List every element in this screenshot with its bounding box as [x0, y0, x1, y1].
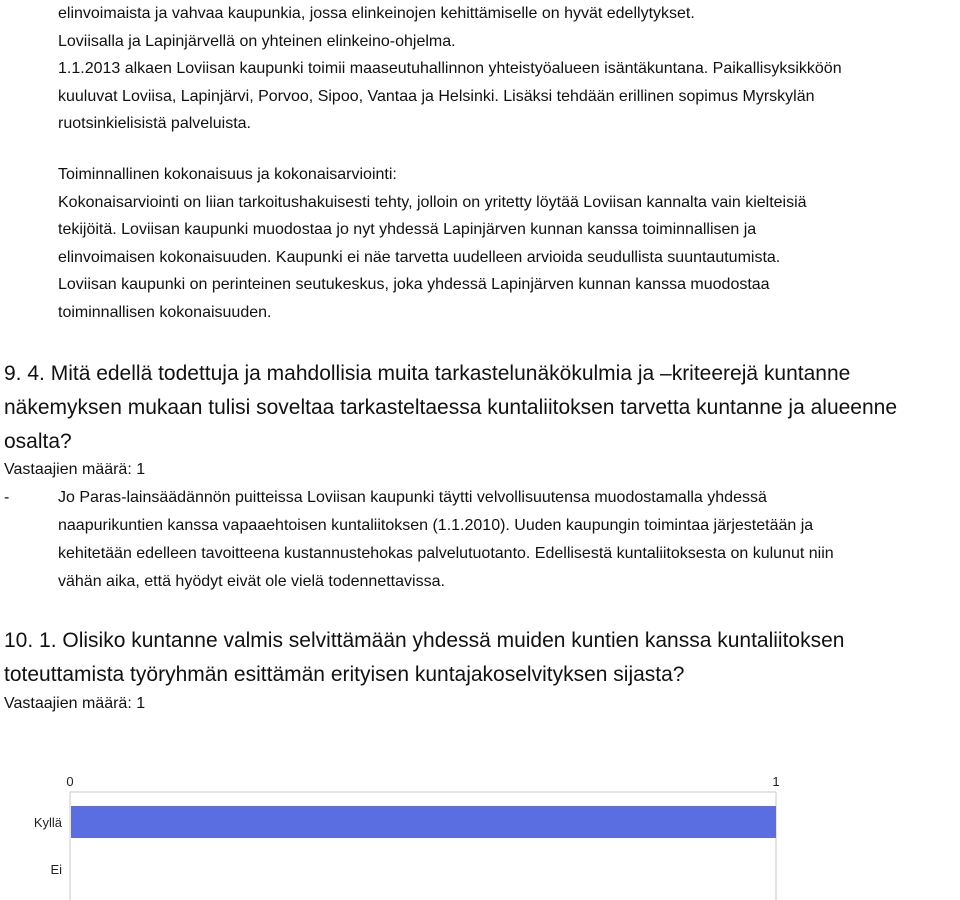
text-line: naapurikuntien kanssa vapaaehtoisen kuntaliitoksen (1.1.2010). Uuden kaupungin toimintaa järjestetään ja — [58, 517, 814, 534]
text-line: tekijöitä. Loviisan kaupunki muodostaa jo nyt yhdessä Lapinjärven kunnan kanssa toiminnallisen ja — [58, 221, 757, 238]
text-line: elinvoimaisen kokonaisuuden. Kaupunki ei näe tarvetta uudelleen arvioida seudullista suuntautumista. — [58, 248, 781, 266]
text-line: Loviisan kaupunki on perinteinen seutukeskus, joka yhdessä Lapinjärven kunnan kanssa muodostaa — [58, 276, 770, 293]
text-line: Loviisalla ja Lapinjärvellä on yhteinen elinkeino-ohjelma. — [58, 32, 456, 50]
answer-text — [58, 484, 834, 596]
question-line: näkemyksen mukaan tulisi soveltaa tarkasteltaessa kuntaliitoksen tarvetta kuntanne ja alueenne — [4, 396, 898, 419]
text-line: Kokonaisarviointi on liian tarkoitushakuisesti tehty, jolloin on yritetty löytää Loviisan kannalta vain kielteisiä — [58, 193, 807, 211]
question-line: 10. 1. Olisiko kuntanne valmis selvittämään yhdessä muiden kuntien kanssa kuntaliitoksen — [4, 629, 845, 652]
text-line: kehitetään edelleen tavoitteena kustannustehokas palvelutuotanto. Edellisestä kuntaliitoksesta on kulunut niin — [58, 545, 834, 562]
question-line: 9. 4. Mitä edellä todettuja ja mahdollisia muita tarkastelunäkökulmia ja –kriteerejä kuntanne — [4, 362, 851, 385]
respondent-count: Vastaajien määrä: 1 — [4, 695, 146, 712]
text-line: toiminnallisen kokonaisuuden. — [58, 303, 272, 321]
question-line: toteuttamista työryhmän esittämän erityisen kuntajakoselvityksen sijasta? — [4, 663, 685, 686]
text-line: 1.1.2013 alkaen Loviisan kaupunki toimii maaseutuhallinnon yhteistyöalueen isäntäkuntana. Paikallisyksikköön — [58, 60, 842, 77]
question-10-1 — [4, 624, 954, 692]
category-label: Ei — [50, 862, 62, 877]
text-line: elinvoimaista ja vahvaa kaupunkia, jossa elinkeinojen kehittämiselle on hyvät edellytykset. — [58, 5, 695, 22]
answer-item — [4, 484, 954, 596]
paragraph-region-development — [58, 0, 958, 138]
x-tick-label: 1 — [772, 774, 780, 789]
text-line: vähän aika, että hyödyt eivät ole vielä todennettavissa. — [58, 573, 445, 590]
bar-chart — [0, 760, 960, 900]
category-label: Kyllä — [33, 815, 62, 830]
bar-kylla — [71, 806, 776, 838]
section-heading: Toiminnallinen kokonaisuus ja kokonaisarviointi: — [58, 166, 397, 183]
respondent-count: Vastaajien määrä: 1 — [4, 461, 146, 478]
paragraph-overall-assessment — [58, 161, 958, 326]
question-9-4 — [4, 357, 954, 459]
text-line: kuuluvat Loviisa, Lapinjärvi, Porvoo, Sipoo, Vantaa ja Helsinki. Lisäksi tehdään erillinen sopimus Myrskylän — [58, 87, 815, 105]
text-line: ruotsinkielisistä palveluista. — [58, 115, 251, 132]
list-dash: - — [4, 489, 10, 506]
text-line: Jo Paras-lainsäädännön puitteissa Loviisan kaupunki täytti velvollisuutensa muodostamalla yhdessä — [58, 489, 767, 506]
question-line: osalta? — [4, 430, 72, 453]
x-tick-label: 0 — [66, 774, 74, 789]
